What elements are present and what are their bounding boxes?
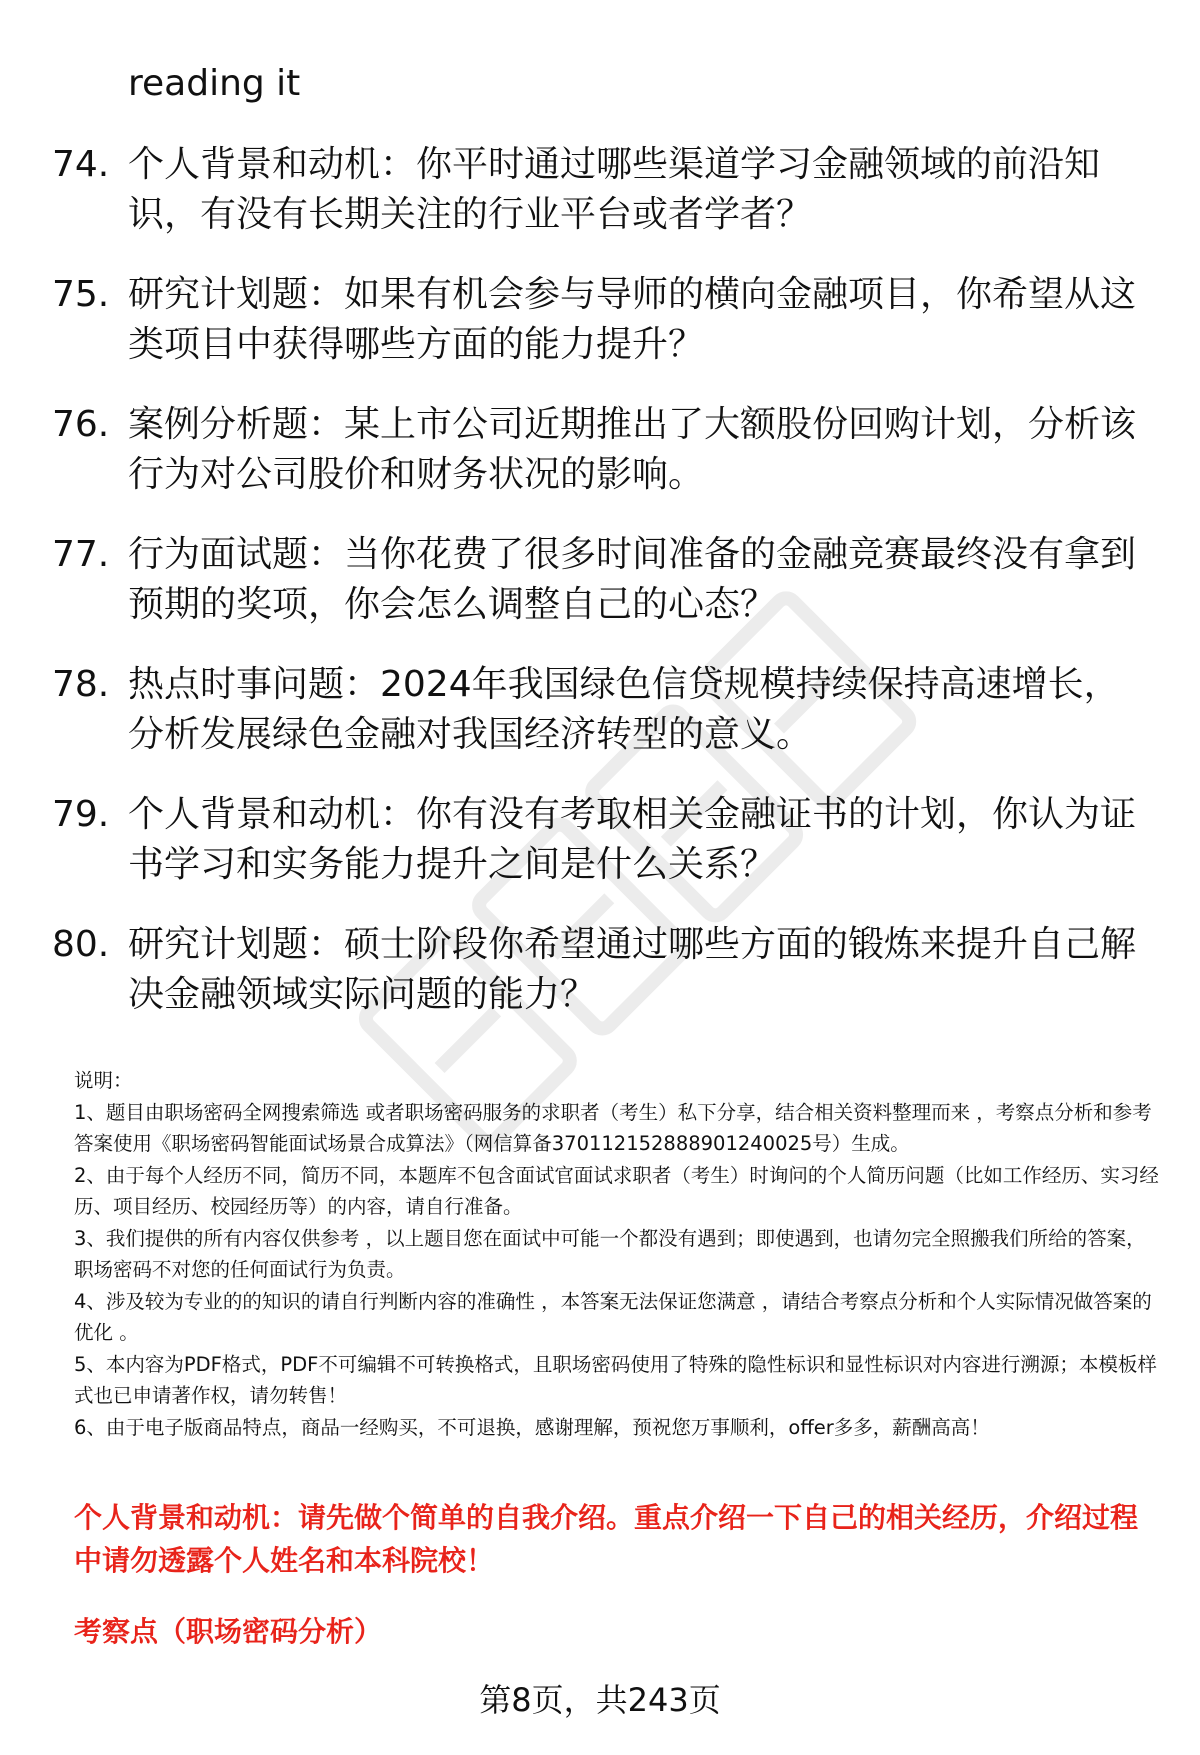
question-text: 研究计划题：如果有机会参与导师的横向金融项目，你希望从这类项目中获得哪些方面的能力提升？ xyxy=(128,274,1137,365)
question-list xyxy=(52,140,1152,1050)
note-item: 4、涉及较为专业的的知识的请自行判断内容的准确性 ，本答案无法保证您满意 ，请结合考察点分析和个人实际情况做答案的优化 。 xyxy=(74,1289,1152,1344)
question-number: 78. xyxy=(52,664,110,705)
question-number: 79. xyxy=(52,794,110,835)
question-item xyxy=(52,400,1152,500)
question-number: 75. xyxy=(52,274,110,315)
question-text: 研究计划题：硕士阶段你希望通过哪些方面的锻炼来提升自己解决金融领域实际问题的能力？ xyxy=(128,924,1137,1015)
note-item: 6、由于电子版商品特点，商品一经购买，不可退换，感谢理解，预祝您万事顺利，offer多多，薪酬高高！ xyxy=(74,1415,990,1439)
highlight-question: 个人背景和动机：请先做个简单的自我介绍。重点介绍一下自己的相关经历，介绍过程中请勿透露个人姓名和本科院校！ xyxy=(74,1501,1139,1577)
question-number: 80. xyxy=(52,924,110,965)
analysis-heading: 考察点（职场密码分析） xyxy=(74,1615,383,1648)
question-item xyxy=(52,530,1152,630)
question-text: 个人背景和动机：你有没有考取相关金融证书的计划，你认为证书学习和实务能力提升之间是什么关系？ xyxy=(128,794,1137,885)
note-item: 1、题目由职场密码全网搜索筛选 或者职场密码服务的求职者（考生）私下分享，结合相关资料整理而来 ，考察点分析和参考答案使用《职场密码智能面试场景合成算法》（网信算备370112152888901240025号）生成。 xyxy=(74,1100,1152,1155)
note-item: 3、我们提供的所有内容仅供参考 ，以上题目您在面试中可能一个都没有遇到；即使遇到，也请勿完全照搬我们所给的答案，职场密码不对您的任何面试行为负责。 xyxy=(74,1226,1146,1281)
question-text: 行为面试题：当你花费了很多时间准备的金融竞赛最终没有拿到预期的奖项，你会怎么调整自己的心态？ xyxy=(128,534,1137,625)
question-number: 76. xyxy=(52,404,110,445)
question-item xyxy=(52,790,1152,890)
question-item xyxy=(52,660,1152,760)
page-number: 第8页，共243页 xyxy=(479,1681,721,1719)
notes-section xyxy=(74,1065,1164,1443)
question-number: 74. xyxy=(52,144,110,185)
question-text: 案例分析题：某上市公司近期推出了大额股份回购计划，分析该行为对公司股价和财务状况的影响。 xyxy=(128,404,1137,495)
continued-text: reading it xyxy=(128,63,301,104)
question-item xyxy=(52,270,1152,370)
question-item xyxy=(52,920,1152,1020)
note-item: 2、由于每个人经历不同，简历不同，本题库不包含面试官面试求职者（考生）时询问的个人简历问题（比如工作经历、实习经历、项目经历、校园经历等）的内容，请自行准备。 xyxy=(74,1163,1159,1218)
question-item xyxy=(52,140,1152,240)
question-text: 热点时事问题：2024年我国绿色信贷规模持续保持高速增长，分析发展绿色金融对我国经济转型的意义。 xyxy=(128,664,1120,755)
notes-title: 说明： xyxy=(74,1069,133,1092)
question-text: 个人背景和动机：你平时通过哪些渠道学习金融领域的前沿知识，有没有长期关注的行业平台或者学者？ xyxy=(128,144,1101,235)
note-item: 5、本内容为PDF格式，PDF不可编辑不可转换格式，且职场密码使用了特殊的隐性标识和显性标识对内容进行溯源；本模板样式也已申请著作权，请勿转售！ xyxy=(74,1352,1157,1407)
question-number: 77. xyxy=(52,534,110,575)
